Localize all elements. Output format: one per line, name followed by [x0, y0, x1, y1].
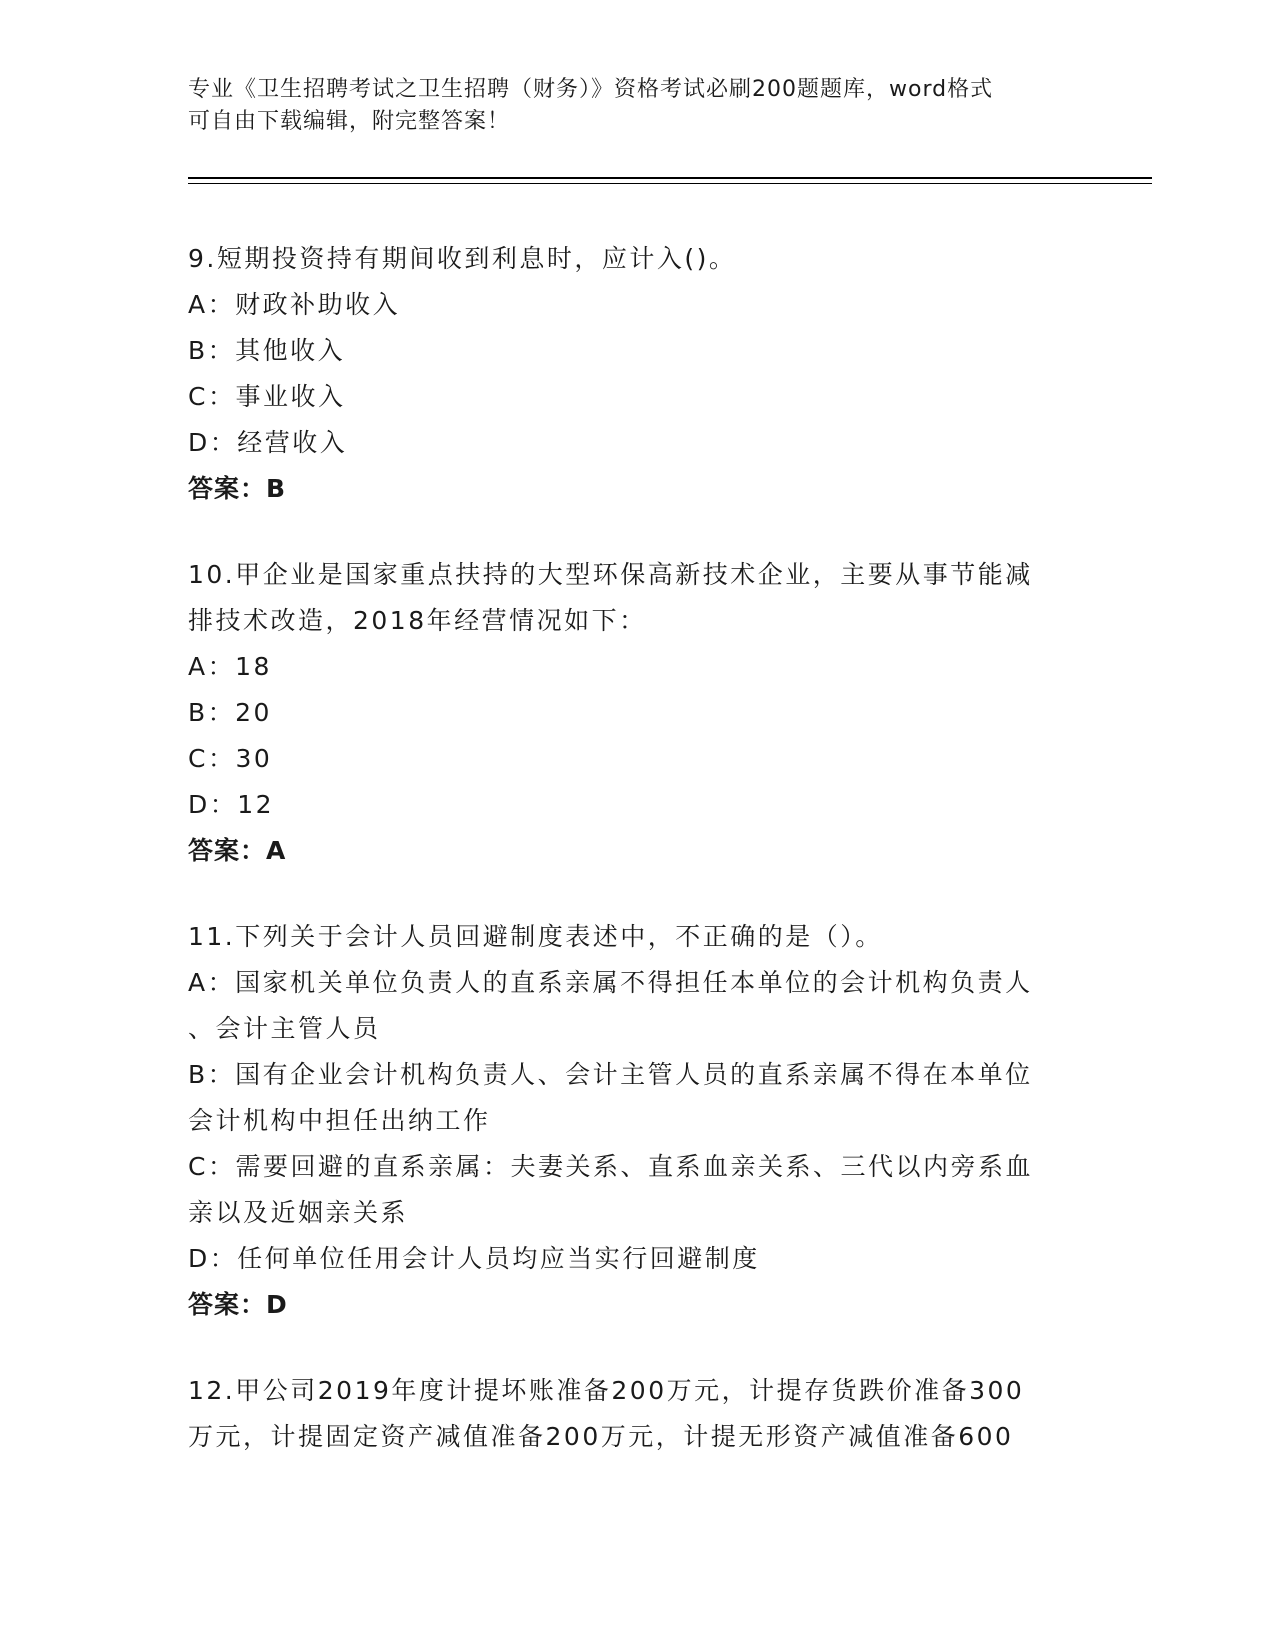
option-c: C：需要回避的直系亲属：夫妻关系、直系血亲关系、三代以内旁系血 [188, 1152, 1033, 1181]
header-line-2: 可自由下载编辑，附完整答案！ [188, 109, 511, 134]
header-rule-thin [188, 183, 1152, 184]
question-12 [188, 1368, 1128, 1460]
header-rule-thick [188, 177, 1152, 179]
option-a: A：18 [188, 652, 272, 681]
question-10 [188, 552, 1128, 874]
option-c-continued: 亲以及近姻亲关系 [188, 1198, 409, 1227]
question-11 [188, 914, 1128, 1328]
option-d: D：任何单位任用会计人员均应当实行回避制度 [188, 1244, 760, 1273]
question-9 [188, 236, 1128, 512]
option-b: B：其他收入 [188, 336, 346, 365]
option-d: D：经营收入 [188, 428, 348, 457]
question-list [188, 236, 1128, 1500]
option-a-continued: 、会计主管人员 [188, 1014, 381, 1043]
answer-line: 答案：B [188, 474, 287, 503]
question-stem: 10.甲企业是国家重点扶持的大型环保高新技术企业，主要从事节能减 [188, 560, 1033, 589]
header-line-1: 专业《卫生招聘考试之卫生招聘（财务）》资格考试必刷200题题库，word格式 [188, 77, 994, 102]
answer-line: 答案：D [188, 1290, 288, 1319]
answer-line: 答案：A [188, 836, 287, 865]
question-stem: 11.下列关于会计人员回避制度表述中，不正确的是（）。 [188, 922, 883, 951]
option-b: B：20 [188, 698, 272, 727]
document-header [188, 74, 1088, 138]
question-stem: 12.甲公司2019年度计提坏账准备200万元，计提存货跌价准备300 [188, 1376, 1025, 1405]
question-stem-continued: 排技术改造，2018年经营情况如下： [188, 606, 647, 635]
option-b-continued: 会计机构中担任出纳工作 [188, 1106, 491, 1135]
option-c: C：30 [188, 744, 273, 773]
question-stem: 9.短期投资持有期间收到利息时，应计入()。 [188, 244, 737, 273]
option-a: A：财政补助收入 [188, 290, 401, 319]
question-stem-continued: 万元，计提固定资产减值准备200万元，计提无形资产减值准备600 [188, 1422, 1014, 1451]
option-c: C：事业收入 [188, 382, 346, 411]
option-d: D：12 [188, 790, 275, 819]
option-b: B：国有企业会计机构负责人、会计主管人员的直系亲属不得在本单位 [188, 1060, 1033, 1089]
option-a: A：国家机关单位负责人的直系亲属不得担任本单位的会计机构负责人 [188, 968, 1033, 997]
